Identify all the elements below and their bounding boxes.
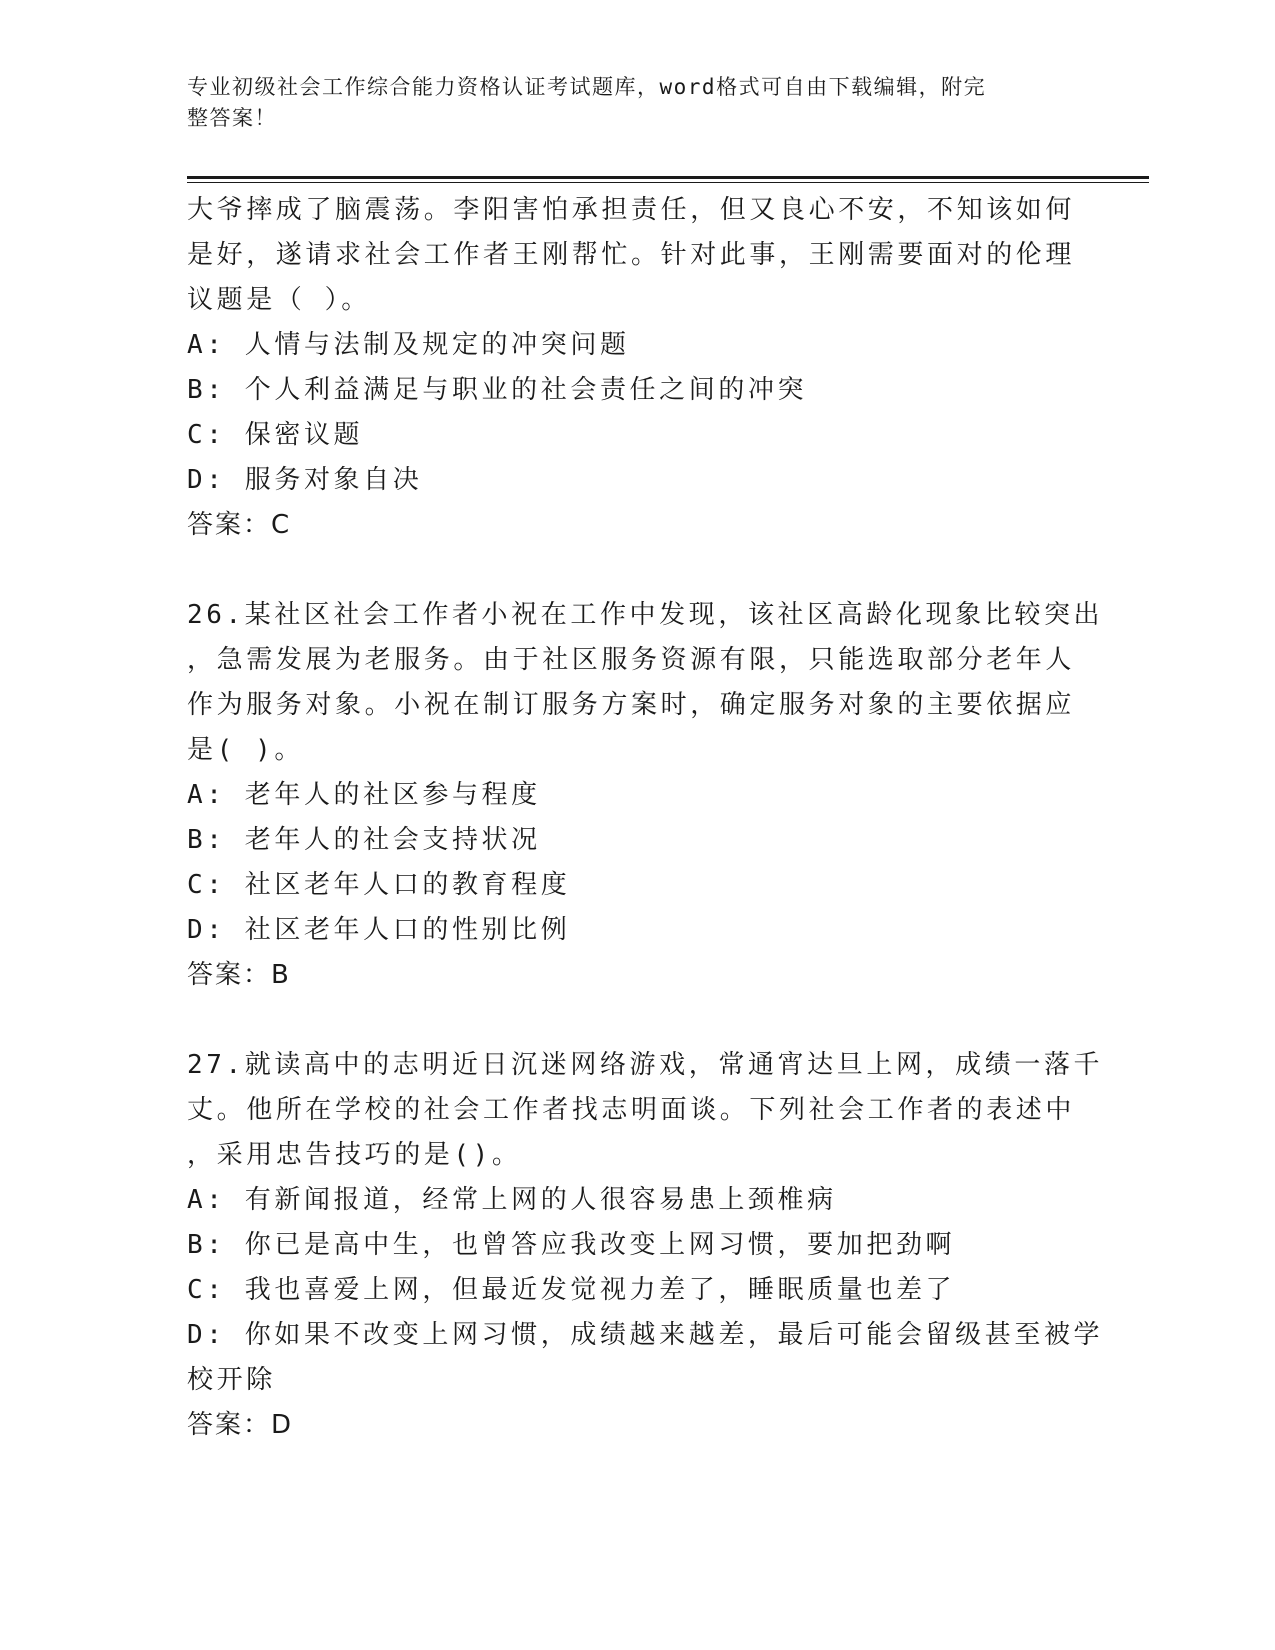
option-c: C: 保密议题 [187, 420, 364, 450]
answer: 答案：B [187, 960, 291, 990]
option-d: D: 你如果不改变上网习惯，成绩越来越差，最后可能会留级甚至被学 [187, 1320, 1104, 1350]
spacer [187, 548, 1087, 593]
question-text: 是( )。 [187, 735, 304, 765]
question-text: 是好，遂请求社会工作者王刚帮忙。针对此事，王刚需要面对的伦理 [187, 240, 1076, 270]
question-text: 丈。他所在学校的社会工作者找志明面谈。下列社会工作者的表述中 [187, 1095, 1076, 1125]
option-d: D: 服务对象自决 [187, 465, 423, 495]
option-b: B: 个人利益满足与职业的社会责任之间的冲突 [187, 375, 808, 405]
option-c: C: 我也喜爱上网，但最近发觉视力差了，睡眠质量也差了 [187, 1275, 956, 1305]
option-d: D: 社区老年人口的性别比例 [187, 915, 571, 945]
question-text: 议题是（ ）。 [187, 285, 371, 315]
question-26 [187, 593, 1104, 998]
question-text: ，采用忠告技巧的是()。 [187, 1140, 522, 1170]
page-header [187, 72, 1067, 134]
option-a: A: 人情与法制及规定的冲突问题 [187, 330, 630, 360]
option-a: A: 有新闻报道，经常上网的人很容易患上颈椎病 [187, 1185, 837, 1215]
question-text: 26.某社区社会工作者小祝在工作中发现，该社区高龄化现象比较突出 [187, 600, 1104, 630]
question-text: ，急需发展为老服务。由于社区服务资源有限，只能选取部分老年人 [187, 645, 1076, 675]
option-b: B: 你已是高中生，也曾答应我改变上网习惯，要加把劲啊 [187, 1230, 956, 1260]
spacer [187, 998, 1087, 1043]
header-line-2: 整答案！ [187, 106, 277, 130]
question-25 [187, 188, 1087, 548]
question-text: 作为服务对象。小祝在制订服务方案时，确定服务对象的主要依据应 [187, 690, 1076, 720]
document-body [187, 188, 1104, 1448]
answer: 答案：D [187, 1410, 294, 1440]
question-text: 大爷摔成了脑震荡。李阳害怕承担责任，但又良心不安，不知该如何 [187, 195, 1076, 225]
question-text: 27.就读高中的志明近日沉迷网络游戏，常通宵达旦上网，成绩一落千 [187, 1050, 1104, 1080]
header-divider-thick [187, 176, 1149, 179]
option-c: C: 社区老年人口的教育程度 [187, 870, 571, 900]
answer: 答案：C [187, 510, 292, 540]
option-d-continued: 校开除 [187, 1365, 276, 1395]
option-a: A: 老年人的社区参与程度 [187, 780, 541, 810]
option-b: B: 老年人的社会支持状况 [187, 825, 541, 855]
header-divider-thin [187, 182, 1149, 183]
header-line-1: 专业初级社会工作综合能力资格认证考试题库，word格式可自由下载编辑，附完 [187, 75, 987, 99]
question-27 [187, 1043, 1104, 1448]
